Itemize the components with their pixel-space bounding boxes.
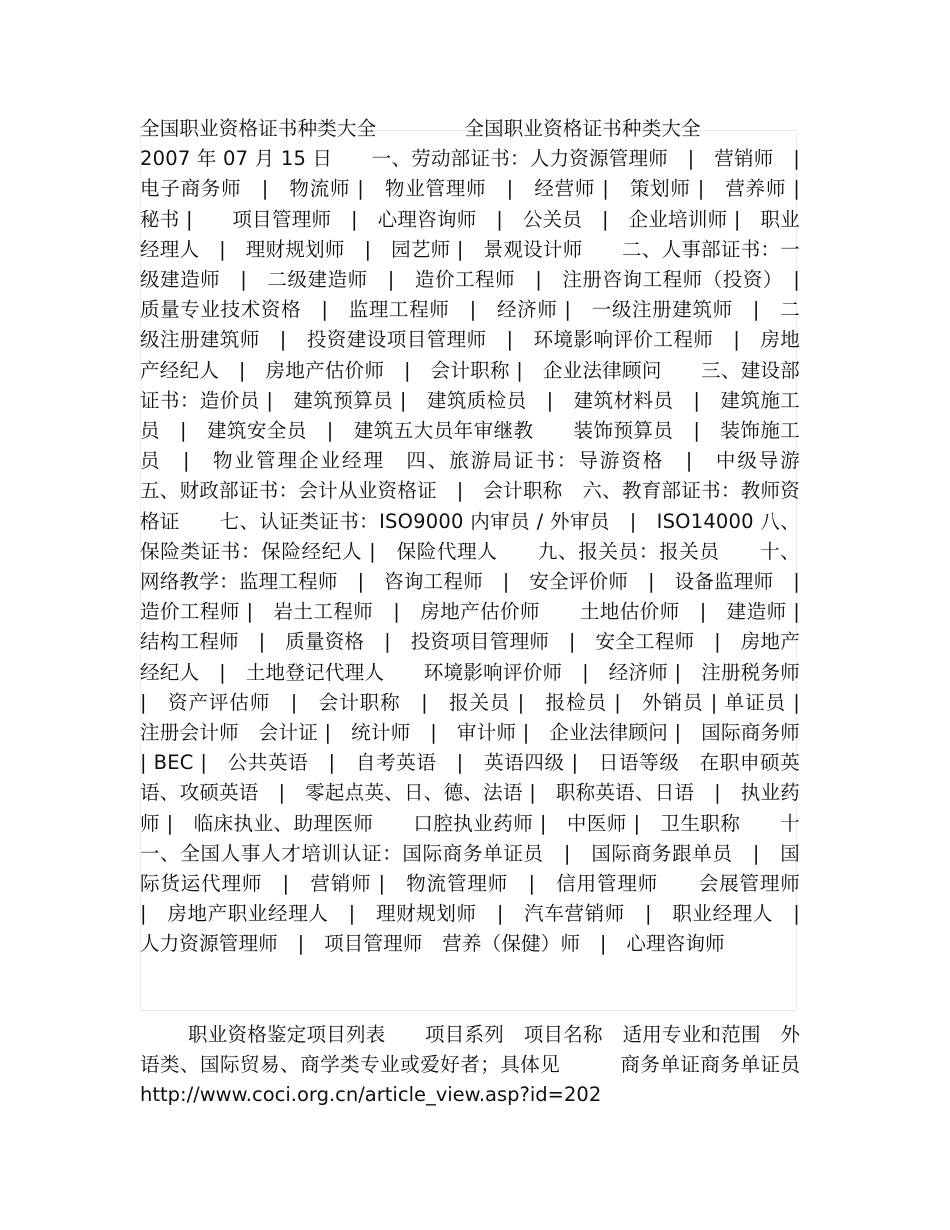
certificate-list-block [140,114,840,960]
heading-right: 全国职业资格证书种类大全 [464,117,701,140]
heading-line [140,114,800,144]
project-list-paragraph [140,1020,840,1111]
frame-bottom-rule [140,1010,796,1011]
heading-left: 全国职业资格证书种类大全 [140,117,377,140]
certificate-list-text: 2007 年 07 月 15 日 一、劳动部证书：人力资源管理师 | 营销师 | 电子商务师 | 物流师 | 物业管理师 | 经营师 | 策划师 | 营养师 | 秘书 | 项目管理师 | 心理咨询师 | 公关员 | 企业培训师 | 职业经理人 | 理财规划师 | 园艺师 | 景观设计师 二、人事部证书：一级建造师 | 二级建造师 | 造价工程师 | 注册咨询工程师（投资） | 质量专业技术资格 | 监理工程师 | 经济师 | 一级注册建筑师 | 二级注册建筑师 | 投资建设项目管理师 | 环境影响评价工程师 | 房地产经纪人 | 房地产估价师 | 会计职称 | 企业法律顾问 三、建设部证书：造价员 | 建筑预算员 | 建筑质检员 | 建筑材料员 | 建筑施工员 | 建筑安全员 | 建筑五大员年审继教 装饰预算员 | 装饰施工员 | 物业管理企业经理 四、旅游局证书：导游资格 | 中级导游 五、财政部证书：会计从业资格证 | 会计职称 六、教育部证书：教师资格证 七、认证类证书：ISO9000 内审员 / 外审员 | ISO14000 八、保险类证书：保险经纪人 | 保险代理人 九、报关员：报关员 十、网络教学：监理工程师 | 咨询工程师 | 安全评价师 | 设备监理师 | 造价工程师 | 岩土工程师 | 房地产估价师 土地估价师 | 建造师 | 结构工程师 | 质量资格 | 投资项目管理师 | 安全工程师 | 房地产经纪人 | 土地登记代理人 环境影响评价师 | 经济师 | 注册税务师 | 资产评估师 | 会计职称 | 报关员 | 报检员 | 外销员 | 单证员 | 注册会计师 会计证 | 统计师 | 审计师 | 企业法律顾问 | 国际商务师 | BEC | 公共英语 | 自考英语 | 英语四级 | 日语等级 在职申硕英语、攻硕英语 | 零起点英、日、德、法语 | 职称英语、日语 | 执业药师 | 临床执业、助理医师 口腔执业药师 | 中医师 | 卫生职称 十一、全国人事人才培训认证：国际商务单证员 | 国际商务跟单员 | 国际货运代理师 | 营销师 | 物流管理师 | 信用管理师 会展管理师 | 房地产职业经理人 | 理财规划师 | 汽车营销师 | 职业经理人 | 人力资源管理师 | 项目管理师 营养（保健）师 | 心理咨询师 [140,147,840,956]
project-list-text: 职业资格鉴定项目列表 项目系列 项目名称 适用专业和范围 外语类、国际贸易、商学类专业或爱好者；具体见 商务单证商务单证员 http://www.coci.org.cn/article_view.asp?id=202 [140,1023,840,1107]
